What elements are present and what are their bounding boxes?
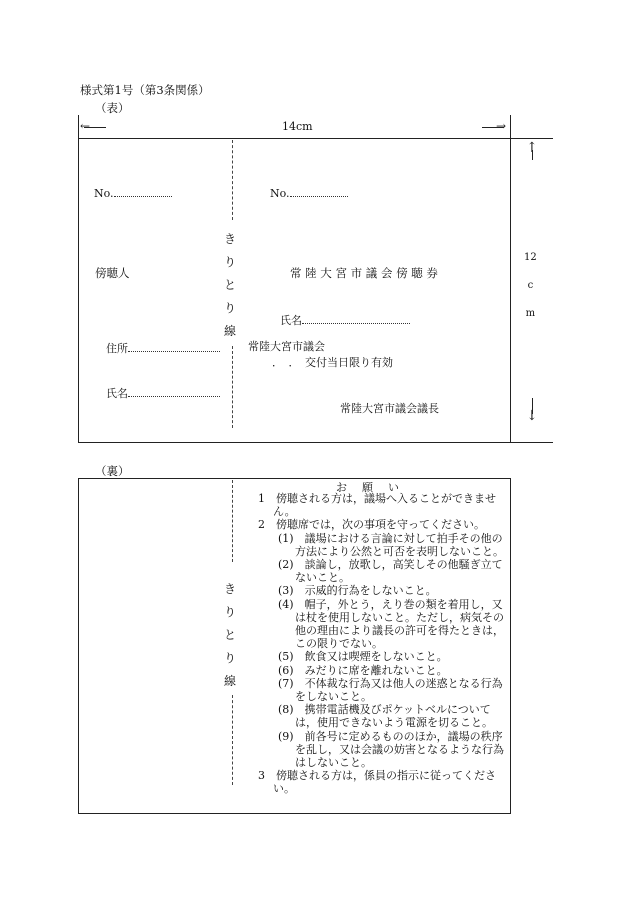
back-cut-line-label bbox=[224, 578, 236, 693]
width-label: 14cm bbox=[282, 120, 313, 133]
front-cut-line-top bbox=[232, 140, 233, 220]
dimension-tick-right bbox=[510, 115, 511, 139]
height-char: 12 bbox=[524, 252, 537, 263]
stub-no-dots bbox=[114, 186, 172, 197]
notes-subitem: (5) 飲食又は喫煙をしないこと。 bbox=[278, 650, 448, 664]
notes-subitem: (4) 帽子，外とう，えり巻の類を着用し，又は杖を使用しないこと。ただし，病気その他の理由により議長の許可を得たときは，この限りでない。 bbox=[278, 597, 504, 651]
form-number: 様式第1号（第3条関係） bbox=[80, 83, 210, 97]
stub-name-dots bbox=[128, 386, 220, 397]
ticket-validity: ． ． 交付当日限り有効 bbox=[272, 356, 393, 369]
stub-title: 傍聴人 bbox=[95, 266, 130, 280]
ticket-chair: 常陸大宮市議会議長 bbox=[340, 402, 439, 415]
notes-subitem: (3) 示威的行為をしないこと。 bbox=[278, 584, 437, 598]
notes-title: お 願 い bbox=[336, 481, 401, 494]
stub-number-field bbox=[94, 186, 172, 200]
ticket-name-field bbox=[280, 312, 410, 328]
height-tick-bottom bbox=[511, 442, 553, 443]
cut-line-char: り bbox=[224, 651, 237, 665]
stub-name-label: 氏名 bbox=[106, 387, 128, 400]
ticket-number-field bbox=[270, 186, 348, 200]
ticket-name-label: 氏名 bbox=[280, 314, 302, 327]
notes-list bbox=[258, 492, 506, 796]
notes-subitem: (7) 不体裁な行為又は他人の迷惑となる行為をしないこと。 bbox=[278, 676, 503, 704]
front-cut-line-bottom bbox=[232, 346, 233, 428]
height-char: m bbox=[525, 308, 536, 319]
ticket-name-dots bbox=[302, 313, 410, 324]
arrow-down-icon: ↓ bbox=[526, 408, 538, 424]
ticket-issuer: 常陸大宮市議会 bbox=[248, 340, 325, 353]
height-label bbox=[524, 244, 537, 328]
notes-subitem: (2) 談論し，放歌し，高笑しその他騒ぎ立てないこと。 bbox=[278, 558, 503, 585]
cut-line-char: り bbox=[224, 255, 237, 269]
notes-item: 3 傍聴される方は，係員の指示に従ってください。 bbox=[258, 769, 496, 796]
front-cut-line-label bbox=[224, 228, 236, 343]
ticket-no-dots bbox=[290, 186, 348, 197]
height-char: c bbox=[527, 280, 534, 291]
stub-name-field bbox=[106, 385, 220, 401]
height-arrow-top-line bbox=[532, 150, 533, 160]
cut-line-char: き bbox=[224, 582, 237, 596]
stub-no-label: No. bbox=[94, 187, 114, 200]
arrow-up-icon: ↑ bbox=[526, 140, 538, 156]
stub-address-label: 住所 bbox=[106, 342, 128, 355]
cut-line-char: 線 bbox=[224, 324, 237, 338]
back-cut-line-bottom bbox=[232, 695, 233, 785]
notes-subitem: (6) みだりに席を離れないこと。 bbox=[278, 663, 448, 677]
notes-subitem: (8) 携帯電話機及びポケットベルについては，使用できないよう電源を切ること。 bbox=[278, 703, 493, 730]
ticket-no-label: No. bbox=[270, 187, 290, 200]
arrow-left-icon: ← bbox=[80, 119, 91, 133]
stub-address-field bbox=[106, 340, 220, 356]
back-cut-line-top bbox=[232, 480, 233, 562]
notes-subitem: (9) 前各号に定めるもののほか，議場の秩序を乱し，又は会議の妨害となるような行為はしないこと。 bbox=[278, 729, 504, 770]
notes-item: 1 傍聴される方は，議場へ入ることができません。 bbox=[258, 492, 496, 519]
notes-subitem: (1) 議場における言論に対して拍手その他の方法により公然と可否を表明しないこと。 bbox=[278, 531, 504, 558]
stub-address-dots bbox=[128, 341, 220, 352]
cut-line-char: き bbox=[224, 232, 237, 246]
cut-line-char: り bbox=[224, 605, 237, 619]
cut-line-char: と bbox=[224, 628, 237, 642]
cut-line-char: 線 bbox=[224, 674, 237, 688]
back-label: （裏） bbox=[95, 464, 130, 478]
front-label: （表） bbox=[95, 101, 130, 115]
cut-line-char: と bbox=[224, 278, 237, 292]
ticket-title: 常 陸 大 宮 市 議 会 傍 聴 券 bbox=[290, 266, 438, 280]
height-tick-top bbox=[511, 138, 553, 139]
dimension-tick-left bbox=[78, 115, 79, 139]
cut-line-char: り bbox=[224, 301, 237, 315]
notes-item: 2 傍聴席では，次の事項を守ってください。 bbox=[258, 518, 485, 532]
arrow-right-icon: → bbox=[496, 119, 507, 133]
